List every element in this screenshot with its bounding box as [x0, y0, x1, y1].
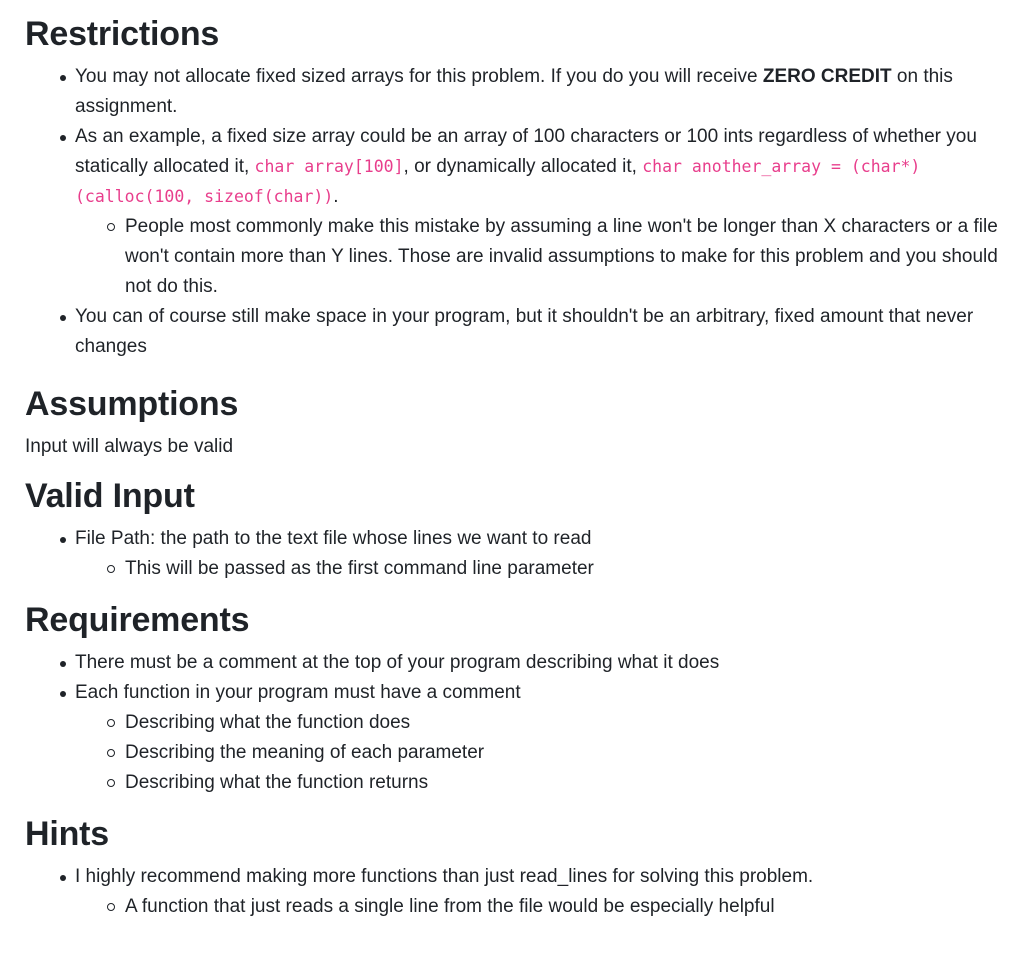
- list-item: [75, 212, 1000, 302]
- list-item: [25, 648, 1000, 678]
- restriction-text-2a: As an example, a fixed size array could be an array of 100 characters or 100 ints regardless of whether you statically allocated it,: [75, 126, 977, 177]
- restriction-text-1a: You may not allocate fixed sized arrays for this problem. If you do you will receive: [75, 66, 763, 87]
- requirements-list: [25, 648, 1000, 798]
- restrictions-heading: Restrictions: [25, 15, 220, 53]
- list-item: [75, 892, 1000, 922]
- requirements-heading: Requirements: [25, 601, 250, 639]
- requirements-section: [25, 600, 1000, 798]
- requirement-text-1: There must be a comment at the top of your program describing what it does: [75, 652, 720, 673]
- code-dynamic-array: char another_array = (char*)(calloc(100, sizeof(char)): [75, 157, 921, 206]
- restriction-text-3: You can of course still make space in your program, but it shouldn't be an arbitrary, fixed amount that never changes: [75, 306, 974, 357]
- list-item: [25, 302, 1000, 362]
- restrictions-sublist: [75, 212, 1000, 302]
- requirements-sublist: [75, 708, 1000, 798]
- valid-input-list: [25, 524, 1000, 584]
- list-item: [25, 62, 1000, 122]
- valid-input-text: File Path: the path to the text file whose lines we want to read: [75, 528, 592, 549]
- hint-subtext: A function that just reads a single line from the file would be especially helpful: [125, 896, 775, 917]
- hints-heading: Hints: [25, 815, 110, 853]
- list-item: [75, 738, 1000, 768]
- hints-section: [25, 814, 1000, 922]
- restriction-text-1b: on this assignment.: [75, 66, 953, 117]
- restriction-text-2c: .: [333, 186, 339, 207]
- valid-input-heading: Valid Input: [25, 477, 195, 515]
- list-item: [75, 768, 1000, 798]
- list-item: [25, 678, 1000, 798]
- list-item: [25, 862, 1000, 922]
- list-item: [25, 524, 1000, 584]
- hints-list: [25, 862, 1000, 922]
- assumptions-section: [25, 384, 1000, 462]
- restrictions-section: [25, 0, 1000, 362]
- valid-input-sublist: [75, 554, 1000, 584]
- assumptions-text: Input will always be valid: [25, 436, 234, 457]
- valid-input-subtext: This will be passed as the first command line parameter: [125, 558, 594, 579]
- assumptions-heading: Assumptions: [25, 385, 239, 423]
- hint-text: I highly recommend making more functions than just read_lines for solving this problem.: [75, 866, 814, 887]
- code-static-array: char array[100]: [254, 157, 404, 176]
- restriction-subtext: People most commonly make this mistake by assuming a line won't be longer than X characters or a file won't contain more than Y lines. Those are invalid assumptions to make for this problem and you should not do this.: [125, 216, 998, 297]
- requirement-text-2: Each function in your program must have a comment: [75, 682, 521, 703]
- hints-sublist: [75, 892, 1000, 922]
- requirement-subtext-2: Describing the meaning of each parameter: [125, 742, 485, 763]
- restriction-text-2b: , or dynamically allocated it,: [403, 156, 643, 177]
- valid-input-section: [25, 476, 1000, 584]
- requirement-subtext-1: Describing what the function does: [125, 712, 411, 733]
- requirement-subtext-3: Describing what the function returns: [125, 772, 429, 793]
- list-item: [75, 554, 1000, 584]
- list-item: [75, 708, 1000, 738]
- zero-credit-emphasis: ZERO CREDIT: [762, 66, 892, 87]
- list-item: [25, 122, 1000, 302]
- restrictions-list: [25, 62, 1000, 362]
